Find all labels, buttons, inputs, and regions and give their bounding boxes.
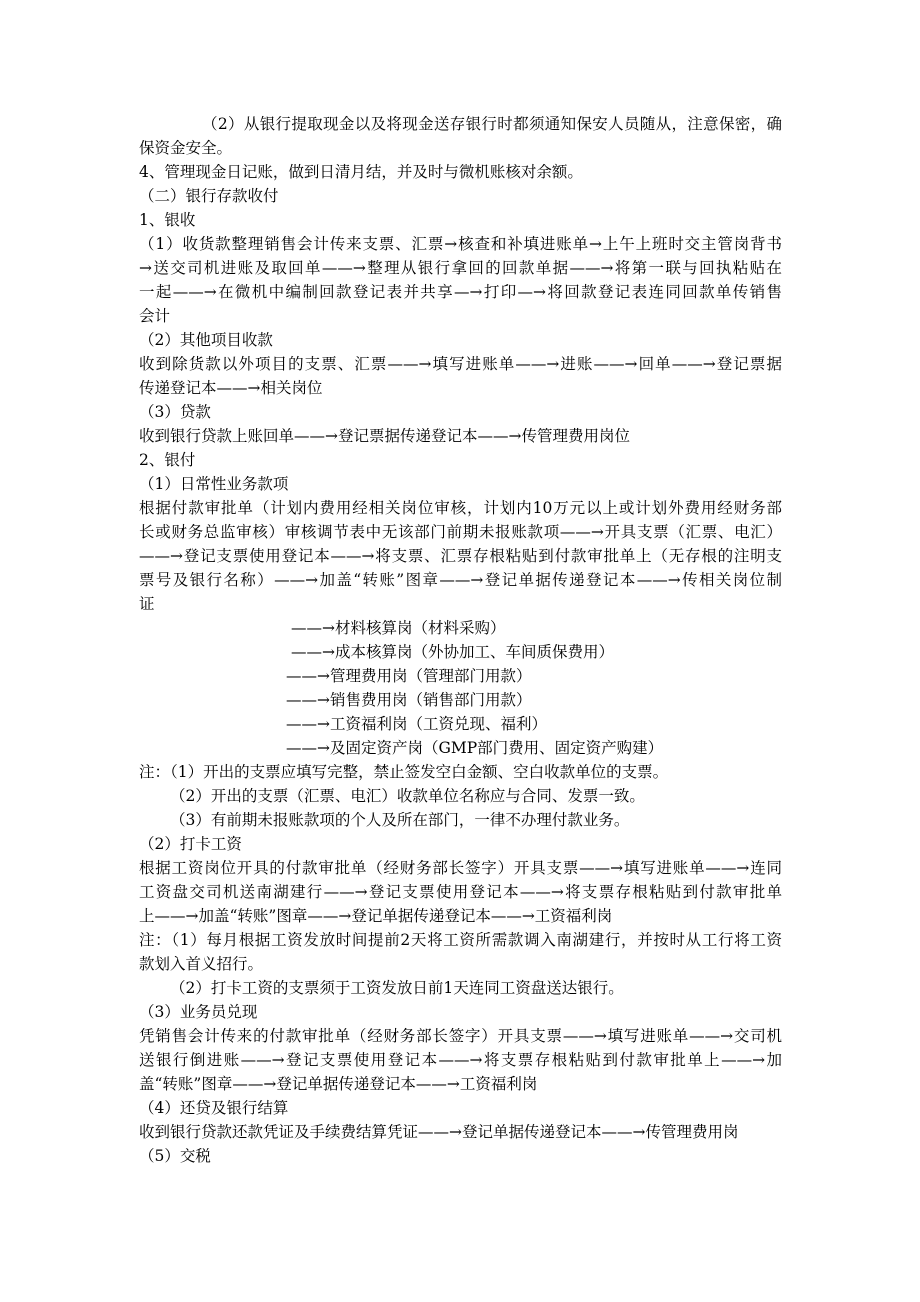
flow-branch: ——→工资福利岗（工资兑现、福利）	[286, 715, 547, 733]
subsection-heading: 1、银收	[139, 211, 196, 229]
note-line: （2）开出的支票（汇票、电汇）收款单位名称应与合同、发票一致。	[170, 787, 645, 805]
paragraph-line: 工资盘交司机送南湖建行——→登记支票使用登记本——→将支票存根粘贴到付款审批单	[139, 883, 782, 901]
subsection-heading: （3）业务员兑现	[139, 1003, 258, 1021]
paragraph-line: 收到银行贷款上账回单——→登记票据传递登记本——→传管理费用岗位	[139, 427, 630, 445]
subsection-heading: （3）贷款	[139, 403, 211, 421]
paragraph-line: 传递登记本——→相关岗位	[139, 379, 323, 397]
subsection-heading: （5）交税	[139, 1147, 211, 1165]
paragraph-line: 凭销售会计传来的付款审批单（经财务部长签字）开具支票——→填写进账单——→交司机	[139, 1027, 782, 1045]
paragraph-line: 证	[139, 595, 155, 613]
paragraph-line: （2）从银行提取现金以及将现金送存银行时都须通知保安人员随从，注意保密，确	[202, 115, 782, 133]
paragraph-line: 一起——→在微机中编制回款登记表并共享—→打印—→将回款登记表连同回款单传销售	[139, 283, 782, 301]
note-line: （3）有前期未报账款项的个人及所在部门，一律不办理付款业务。	[170, 811, 630, 829]
paragraph-line: 票号及银行名称）——→加盖“转账”图章——→登记单据传递登记本——→传相关岗位制	[139, 571, 782, 589]
paragraph-line: →送交司机进账及取回单——→整理从银行拿回的回款单据——→将第一联与回执粘贴在	[139, 259, 782, 277]
paragraph-line: 收到除货款以外项目的支票、汇票——→填写进账单——→进账——→回单——→登记票据	[139, 355, 782, 373]
paragraph-line: 根据工资岗位开具的付款审批单（经财务部长签字）开具支票——→填写进账单——→连同	[139, 859, 782, 877]
flow-branch: ——→及固定资产岗（GMP部门费用、固定资产购建）	[286, 739, 664, 757]
paragraph-line: 送银行倒进账——→登记支票使用登记本——→将支票存根粘贴到付款审批单上——→加	[139, 1051, 782, 1069]
paragraph-line: 盖“转账”图章——→登记单据传递登记本——→工资福利岗	[139, 1075, 538, 1093]
paragraph-line: 保资金安全。	[139, 139, 233, 157]
flow-branch: ——→管理费用岗（管理部门用款）	[286, 667, 532, 685]
paragraph-line: 收到银行贷款还款凭证及手续费结算凭证——→登记单据传递登记本——→传管理费用岗	[139, 1123, 739, 1141]
paragraph-line: 会计	[139, 307, 171, 325]
subsection-heading: （2）打卡工资	[139, 835, 242, 853]
flow-branch: ——→成本核算岗（外协加工、车间质保费用）	[291, 643, 614, 661]
paragraph-line: 长或财务总监审核）审核调节表中无该部门前期未报账款项——→开具支票（汇票、电汇）	[139, 523, 782, 541]
section-item: 4、管理现金日记账，做到日清月结，并及时与微机账核对余额。	[139, 163, 583, 181]
paragraph-line: 上——→加盖“转账”图章——→登记单据传递登记本——→工资福利岗	[139, 907, 613, 925]
subsection-heading: （4）还贷及银行结算	[139, 1099, 289, 1117]
paragraph-line: 根据付款审批单（计划内费用经相关岗位审核，计划内10万元以上或计划外费用经财务部	[139, 499, 782, 517]
flow-branch: ——→销售费用岗（销售部门用款）	[286, 691, 532, 709]
paragraph-line: （1）收货款整理销售会计传来支票、汇票→核查和补填进账单→上午上班时交主管岗背书	[139, 235, 782, 253]
section-heading: （二）银行存款收付	[139, 187, 279, 205]
note-line: 款划入首义招行。	[139, 955, 264, 973]
flow-branch: ——→材料核算岗（材料采购）	[291, 619, 506, 637]
subsection-heading: （1）日常性业务款项	[139, 475, 289, 493]
paragraph-line: ——→登记支票使用登记本——→将支票、汇票存根粘贴到付款审批单上（无存根的注明支	[139, 547, 782, 565]
note-line: （2）打卡工资的支票须于工资发放日前1天连同工资盘送达银行。	[170, 979, 624, 997]
subsection-heading: （2）其他项目收款	[139, 331, 273, 349]
note-line: 注：（1）开出的支票应填写完整，禁止签发空白金额、空白收款单位的支票。	[139, 763, 669, 781]
note-line: 注：（1）每月根据工资发放时间提前2天将工资所需款调入南湖建行，并按时从工行将工资	[139, 931, 782, 949]
subsection-heading: 2、银付	[139, 451, 196, 469]
